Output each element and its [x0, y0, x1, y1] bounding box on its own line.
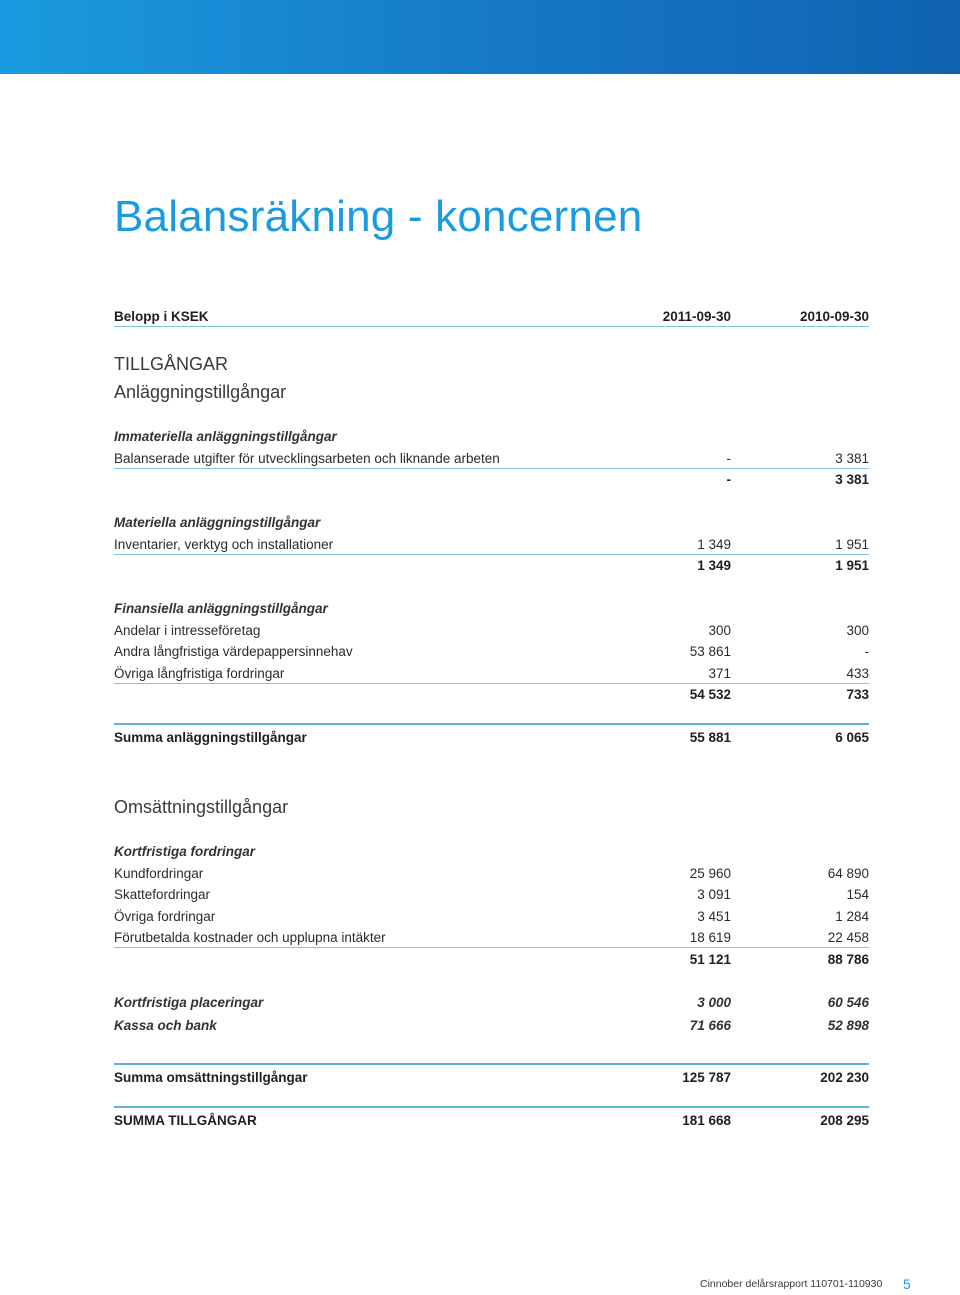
- top-banner: [0, 0, 960, 74]
- row-label: Inventarier, verktyg och installationer: [114, 537, 334, 552]
- sum-rule: [114, 1063, 869, 1065]
- row-value-2011: 18 619: [689, 930, 731, 945]
- subtotal-2010: 88 786: [827, 952, 869, 967]
- row-value-2010: 1 951: [835, 537, 869, 552]
- table-row: [114, 863, 869, 885]
- table-row: [114, 927, 869, 949]
- row-value-2010: 3 381: [835, 451, 869, 466]
- subtotal-2010: 3 381: [835, 472, 869, 487]
- row-label: Balanserade utgifter för utvecklingsarbeten och liknande arbeten: [114, 451, 500, 466]
- sum-total-assets: [114, 1110, 869, 1132]
- row-value-2011: 25 960: [689, 866, 731, 881]
- row-value-2011: 3 451: [697, 909, 731, 924]
- table-row: [114, 534, 869, 556]
- row-label: Summa anläggningstillgångar: [114, 730, 307, 745]
- subtotal-intangible: [114, 469, 869, 491]
- row-label: Skattefordringar: [114, 887, 211, 902]
- subtotal-2010: 733: [846, 687, 869, 702]
- row-value-2010: -: [864, 644, 869, 659]
- row-label: Kundfordringar: [114, 866, 204, 881]
- footer-report-name: Cinnober delårsrapport 110701-110930: [700, 1278, 883, 1290]
- row-label: Förutbetalda kostnader och upplupna intäkter: [114, 930, 386, 945]
- group-heading-tangible: [114, 512, 869, 534]
- section-fixed-label: Anläggningstillgångar: [114, 382, 287, 402]
- row-label: Övriga fordringar: [114, 909, 216, 924]
- subtotal-2011: -: [726, 472, 731, 487]
- group-heading-label: Kortfristiga fordringar: [114, 844, 256, 859]
- page-number: 5: [903, 1276, 911, 1292]
- row-value-2010: 60 546: [827, 995, 869, 1010]
- table-row: [114, 906, 869, 928]
- row-value-2011: -: [726, 451, 731, 466]
- row-label: SUMMA TILLGÅNGAR: [114, 1113, 257, 1128]
- row-value-2011: 71 666: [689, 1018, 731, 1033]
- row-rule: [114, 947, 869, 948]
- group-heading-label: Materiella anläggningstillgångar: [114, 515, 321, 530]
- row-value-2011: 300: [708, 623, 731, 638]
- header-label: Belopp i KSEK: [114, 309, 209, 324]
- row-value-2010: 22 458: [827, 930, 869, 945]
- group-heading-financial: [114, 598, 869, 620]
- row-value-2011: 371: [708, 666, 731, 681]
- subtotal-2010: 1 951: [835, 558, 869, 573]
- subtotal-2011: 1 349: [697, 558, 731, 573]
- group-heading-label: Immateriella anläggningstillgångar: [114, 429, 337, 444]
- table-row: [114, 448, 869, 470]
- group-heading-label: Finansiella anläggningstillgångar: [114, 601, 328, 616]
- table-row: [114, 884, 869, 906]
- section-current-label: Omsättningstillgångar: [114, 797, 289, 817]
- table-row: [114, 620, 869, 642]
- row-value-2010: 433: [846, 666, 869, 681]
- subtotal-financial: [114, 684, 869, 706]
- table-header: [114, 306, 869, 328]
- row-label: Kassa och bank: [114, 1018, 217, 1033]
- sum-rule: [114, 723, 869, 725]
- subtotal-2011: 51 121: [689, 952, 731, 967]
- short-investments-row: [114, 992, 869, 1014]
- section-assets-label: TILLGÅNGAR: [114, 354, 229, 374]
- row-value-2010: 154: [846, 887, 869, 902]
- table-row: [114, 663, 869, 685]
- row-value-2011: 3 091: [697, 887, 731, 902]
- subtotal-tangible: [114, 555, 869, 577]
- header-rule: [114, 326, 869, 327]
- row-label: Övriga långfristiga fordringar: [114, 666, 285, 681]
- row-value-2011: 53 861: [689, 644, 731, 659]
- header-col2: 2010-09-30: [799, 309, 869, 324]
- section-current-assets: [114, 796, 869, 818]
- table-row: [114, 641, 869, 663]
- row-value-2010: 202 230: [820, 1070, 869, 1085]
- sum-current-assets: [114, 1067, 869, 1089]
- cash-row: [114, 1015, 869, 1037]
- section-fixed-assets: [114, 381, 869, 403]
- section-assets: [114, 353, 869, 375]
- sum-rule: [114, 1106, 869, 1108]
- row-label: Andelar i intresseföretag: [114, 623, 261, 638]
- subtotal-receivables: [114, 949, 869, 971]
- header-col1: 2011-09-30: [662, 309, 731, 324]
- row-value-2011: 1 349: [697, 537, 731, 552]
- row-label: Andra långfristiga värdepappersinnehav: [114, 644, 353, 659]
- row-value-2010: 1 284: [835, 909, 869, 924]
- group-heading-receivables: [114, 841, 869, 863]
- row-value-2010: 208 295: [820, 1113, 869, 1128]
- row-value-2011: 181 668: [682, 1113, 731, 1128]
- row-value-2010: 6 065: [835, 730, 869, 745]
- row-value-2010: 52 898: [827, 1018, 869, 1033]
- subtotal-2011: 54 532: [689, 687, 731, 702]
- row-label: Summa omsättningstillgångar: [114, 1070, 308, 1085]
- group-heading-intangible: [114, 426, 869, 448]
- row-value-2011: 3 000: [697, 995, 731, 1010]
- row-value-2011: 125 787: [682, 1070, 731, 1085]
- page-title: Balansräkning - koncernen: [114, 192, 643, 241]
- row-value-2010: 64 890: [827, 866, 869, 881]
- row-value-2010: 300: [846, 623, 869, 638]
- sum-fixed-assets: [114, 727, 869, 749]
- row-value-2011: 55 881: [689, 730, 731, 745]
- row-label: Kortfristiga placeringar: [114, 995, 264, 1010]
